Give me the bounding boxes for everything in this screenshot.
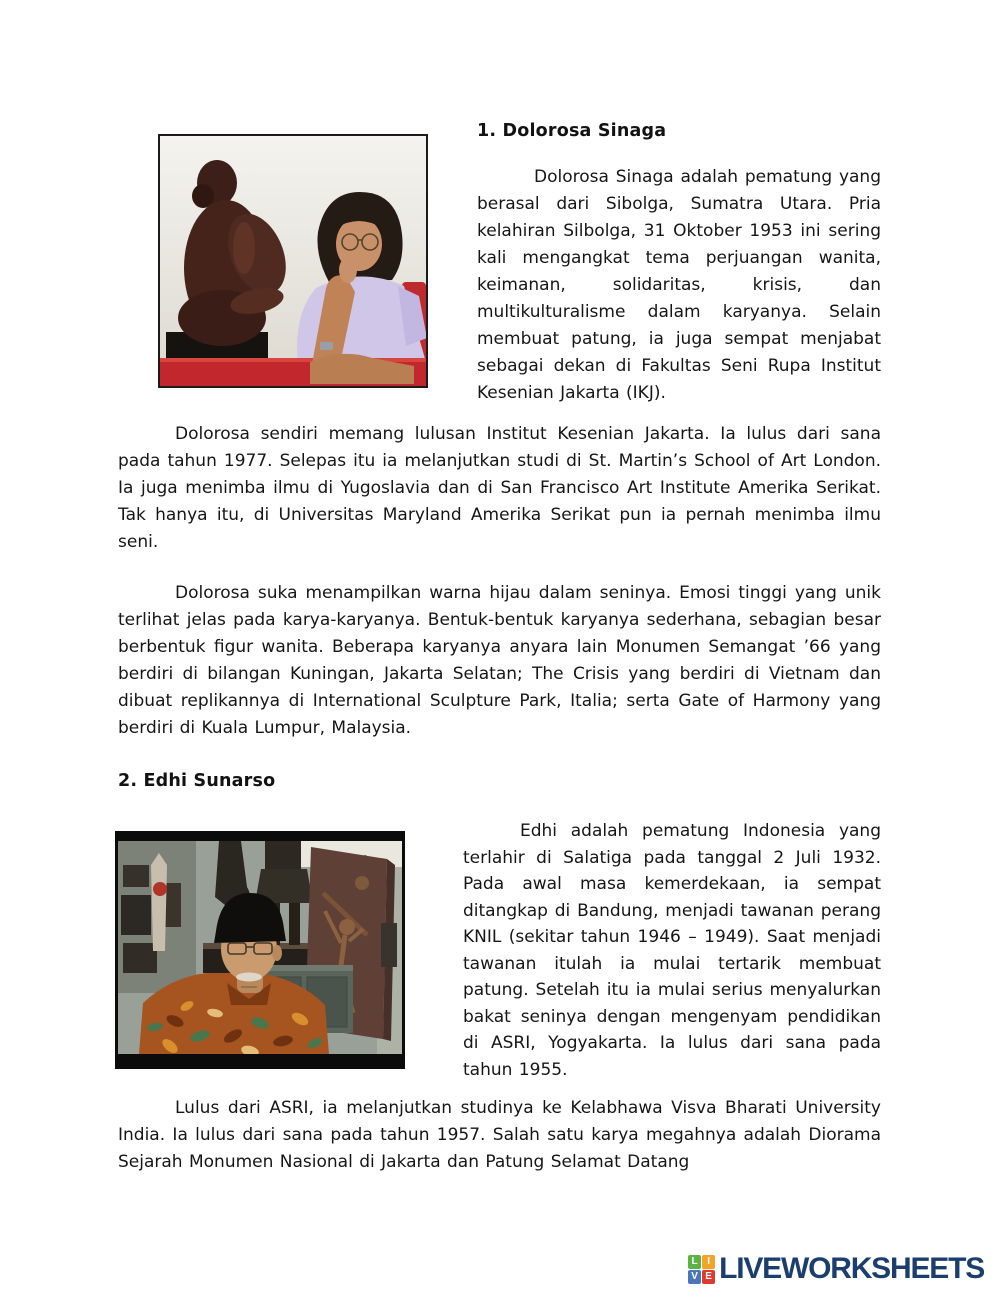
dolorosa-sinaga-photo [158, 134, 428, 388]
section-heading-dolorosa: 1. Dolorosa Sinaga [477, 121, 667, 141]
edhi-sunarso-photo [115, 831, 405, 1069]
dolorosa-paragraph-2: Dolorosa sendiri memang lulusan Institut Kesenian Jakarta. Ia lulus dari sana pada tahun 1977. Selepas itu ia melanjutkan studi di St. Martin’s School of Art London. Ia juga menimba ilmu di Yugoslavia dan di San Francisco Art Institute Amerika Serikat. Tak hanya itu, di Universitas Maryland Amerika Serikat pun ia pernah menimba ilmu seni. [118, 424, 881, 552]
dolorosa-intro-row [118, 118, 881, 407]
logo-letter-l: L [688, 1255, 701, 1269]
dolorosa-lead-paragraph: Dolorosa Sinaga adalah pematung yang berasal dari Sibolga, Sumatra Utara. Pria kelahiran Silbolga, 31 Oktober 1953 ini sering kali mengangkat tema perjuangan wanita, keimanan, solidaritas, krisis, dan multikulturalisme dalam karyanya. Selain membuat patung, ia juga sempat menjabat sebagai dekan di Fakultas Seni Rupa Institut Kesenian Jakarta (IKJ). [477, 167, 881, 403]
logo-letter-e: E [702, 1270, 715, 1284]
document-body [118, 118, 881, 1176]
liveworksheets-logo [688, 1252, 984, 1286]
dolorosa-photo-illustration [160, 136, 426, 386]
edhi-intro-column [463, 815, 881, 1083]
section-edhi [118, 771, 881, 1176]
logo-letter-i: I [702, 1255, 715, 1269]
edhi-paragraph-2: Lulus dari ASRI, ia melanjutkan studinya ke Kelabhawa Visva Bharati University India. Ia lulus dari sana pada tahun 1957. Salah satu karya megahnya adalah Diorama Sejarah Monumen Nasional di Jakarta dan Patung Selamat Datang [118, 1098, 881, 1172]
edhi-lead-paragraph: Edhi adalah pematung Indonesia yang terlahir di Salatiga pada tanggal 2 Juli 1932. Pada awal masa kemerdekaan, ia sempat ditangkap di Bandung, menjadi tawanan perang KNIL (sekitar tahun 1946 – 1949). Saat menjadi tawanan itulah ia mulai tertarik membuat patung. Setelah itu ia mulai serius menyalurkan bakat seninya dengan mengenyam pendidikan di ASRI, Yogyakarta. Ia lulus dari sana pada tahun 1955. [463, 821, 881, 1080]
dolorosa-paragraph-3: Dolorosa suka menampilkan warna hijau dalam seninya. Emosi tinggi yang unik terlihat jelas pada karya-karyanya. Bentuk-bentuk karyanya sederhana, sebagian besar berbentuk figur wanita. Beberapa karyanya anyara lain Monumen Semangat ’66 yang berdiri di bilangan Kuningan, Jakarta Selatan; The Crisis yang berdiri di Vietnam dan dibuat replikannya di International Sculpture Park, Italia; serta Gate of Harmony yang berdiri di Kuala Lumpur, Malaysia. [118, 583, 881, 738]
edhi-photo-illustration [115, 831, 405, 1069]
liveworksheets-grid-icon [688, 1255, 715, 1284]
brand-wordmark: LIVEWORKSHEETS [719, 1252, 984, 1285]
section-dolorosa [118, 118, 881, 742]
edhi-intro-row [118, 815, 881, 1085]
section-heading-edhi: 2. Edhi Sunarso [118, 771, 276, 791]
dolorosa-intro-column [477, 118, 881, 407]
logo-letter-v: V [688, 1270, 701, 1284]
